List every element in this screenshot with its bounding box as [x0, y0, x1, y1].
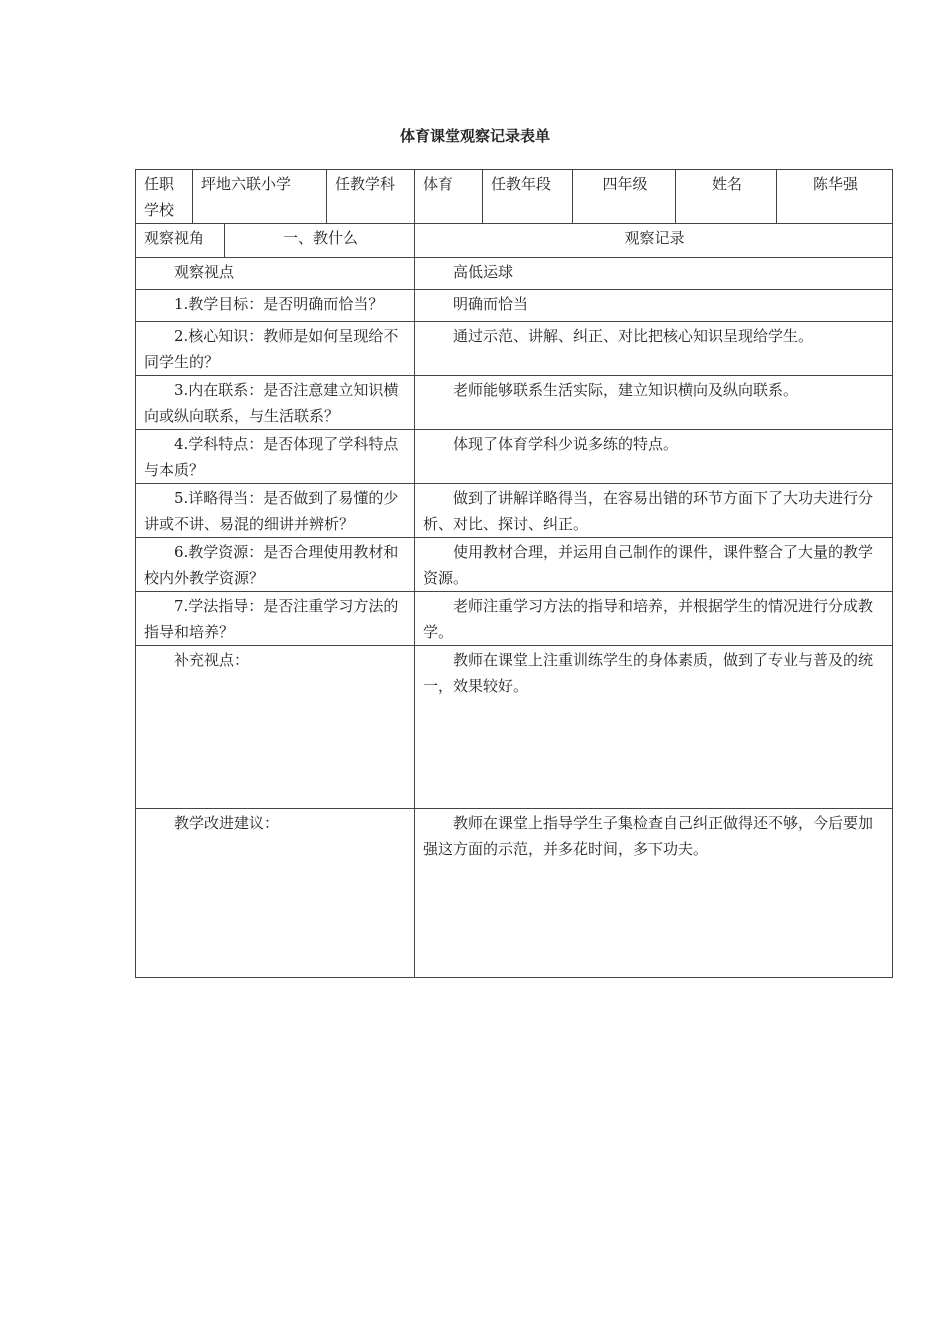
table-row — [136, 484, 893, 538]
observation-point: 1.教学目标：是否明确而恰当？ — [136, 290, 415, 322]
suggestion-record: 教师在课堂上指导学生子集检查自己纠正做得还不够，今后要加强这方面的示范，并多花时间，多下功夫。 — [415, 809, 893, 978]
observation-record: 通过示范、讲解、纠正、对比把核心知识呈现给学生。 — [415, 322, 893, 376]
table-row — [136, 592, 893, 646]
supplement-label: 补充视点： — [136, 646, 415, 809]
observation-point: 观察视点 — [136, 258, 415, 290]
table-row — [136, 258, 893, 290]
school-label: 任职学校 — [136, 170, 193, 224]
table-row — [136, 430, 893, 484]
observation-point: 7.学法指导：是否注重学习方法的指导和培养？ — [136, 592, 415, 646]
observation-record: 老师注重学习方法的指导和培养，并根据学生的情况进行分成教学。 — [415, 592, 893, 646]
observation-record: 体现了体育学科少说多练的特点。 — [415, 430, 893, 484]
record-header: 观察记录 — [415, 224, 893, 258]
perspective-label: 观察视角 — [136, 224, 225, 258]
table-row — [136, 322, 893, 376]
observation-record: 高低运球 — [415, 258, 893, 290]
observation-record: 明确而恰当 — [415, 290, 893, 322]
perspective-value: 一、教什么 — [225, 224, 415, 258]
subject-label: 任教学科 — [327, 170, 415, 224]
supplement-record: 教师在课堂上注重训练学生的身体素质，做到了专业与普及的统一，效果较好。 — [415, 646, 893, 809]
name-value: 陈华强 — [777, 170, 893, 224]
header-row — [136, 170, 893, 224]
observation-table — [135, 169, 893, 978]
table-row — [136, 538, 893, 592]
grade-value: 四年级 — [573, 170, 676, 224]
supplement-row — [136, 646, 893, 809]
observation-point: 6.教学资源：是否合理使用教材和校内外教学资源？ — [136, 538, 415, 592]
table-row — [136, 290, 893, 322]
suggestion-label: 教学改进建议： — [136, 809, 415, 978]
observation-form — [135, 169, 892, 978]
table-row — [136, 376, 893, 430]
observation-record: 老师能够联系生活实际，建立知识横向及纵向联系。 — [415, 376, 893, 430]
suggestion-row — [136, 809, 893, 978]
grade-label: 任教年段 — [483, 170, 573, 224]
name-label: 姓名 — [676, 170, 777, 224]
school-value: 坪地六联小学 — [193, 170, 327, 224]
perspective-row — [136, 224, 893, 258]
observation-point: 2.核心知识：教师是如何呈现给不同学生的？ — [136, 322, 415, 376]
observation-record: 使用教材合理，并运用自己制作的课件，课件整合了大量的教学资源。 — [415, 538, 893, 592]
observation-record: 做到了讲解详略得当，在容易出错的环节方面下了大功夫进行分析、对比、探讨、纠正。 — [415, 484, 893, 538]
observation-point: 3.内在联系：是否注意建立知识横向或纵向联系，与生活联系？ — [136, 376, 415, 430]
observation-point: 5.详略得当：是否做到了易懂的少讲或不讲、易混的细讲并辨析？ — [136, 484, 415, 538]
subject-value: 体育 — [415, 170, 483, 224]
observation-point: 4.学科特点：是否体现了学科特点与本质？ — [136, 430, 415, 484]
page-title: 体育课堂观察记录表单 — [399, 127, 550, 145]
